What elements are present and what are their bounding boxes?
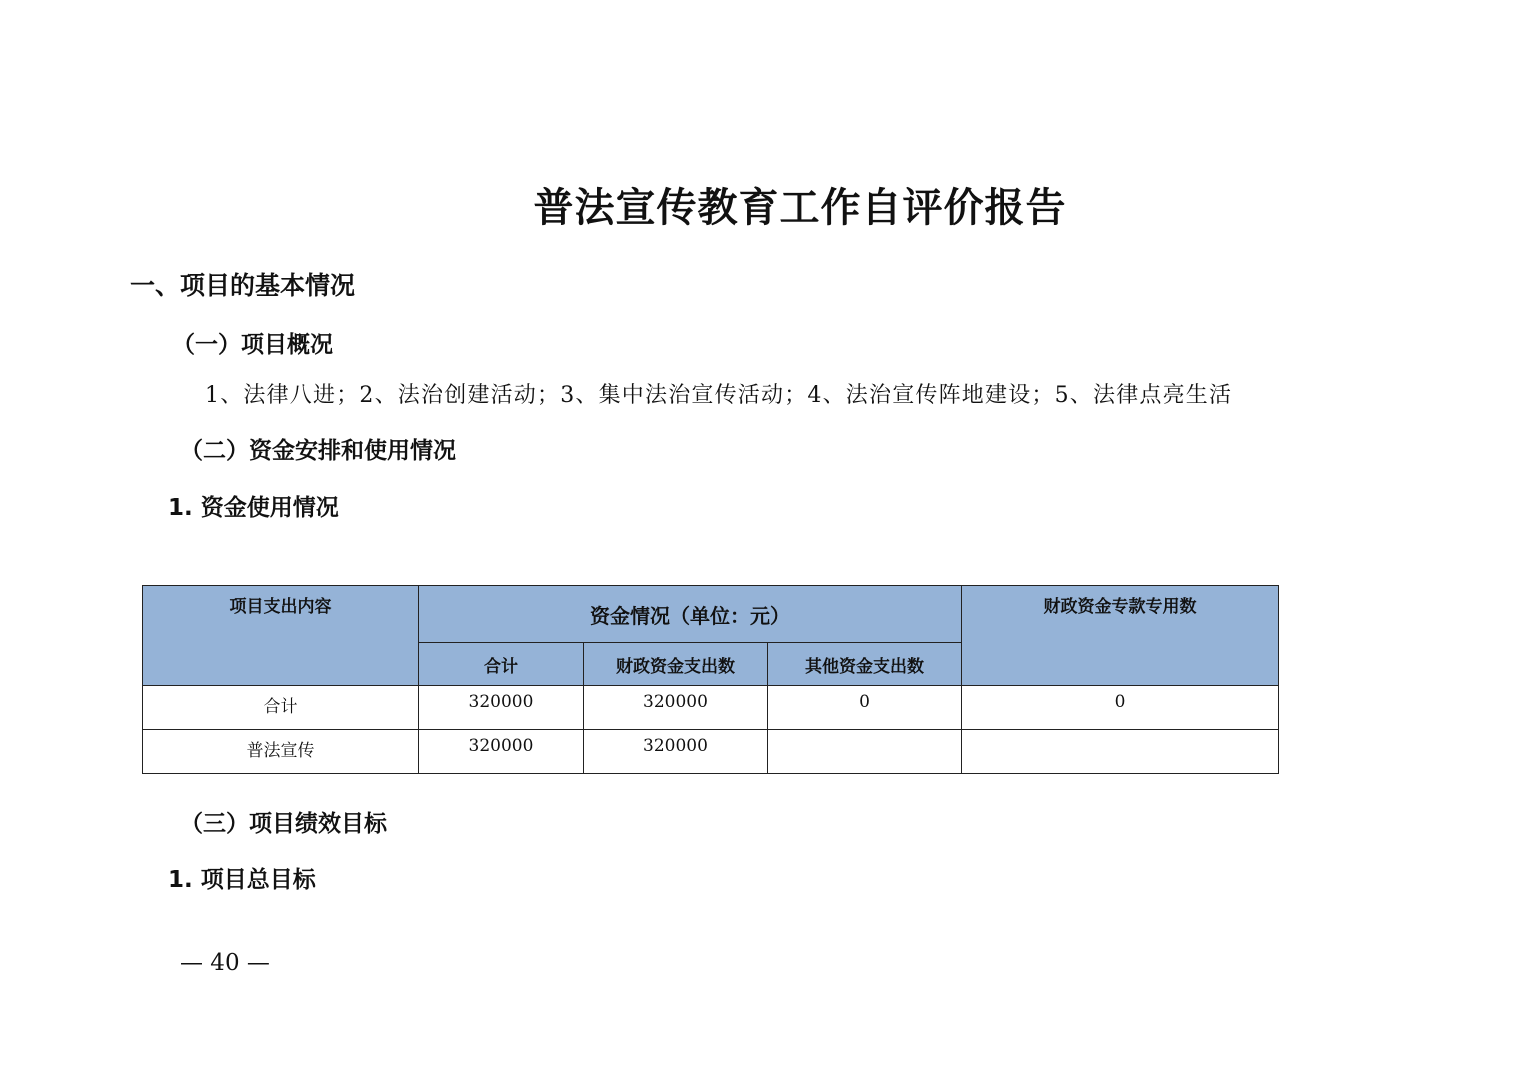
- cell-special: [962, 730, 1279, 774]
- cell-fiscal: 320000: [584, 730, 768, 774]
- item-overall-goal: 1. 项目总目标: [168, 867, 316, 893]
- section-heading-basic-info: 一、项目的基本情况: [130, 271, 356, 300]
- item-funds-usage: 1. 资金使用情况: [168, 495, 339, 521]
- cell-name: 合计: [143, 686, 419, 730]
- subheading-performance: （三）项目绩效目标: [180, 811, 387, 837]
- table-row: [143, 686, 1279, 730]
- subheader-total: 合计: [419, 643, 584, 686]
- page-title: 普法宣传教育工作自评价报告: [533, 184, 1067, 231]
- cell-fiscal: 320000: [584, 686, 768, 730]
- header-content: 项目支出内容: [143, 586, 419, 686]
- overview-paragraph: 1、法律八进；2、法治创建活动；3、集中法治宣传活动；4、法治宣传阵地建设；5、法律点亮生活: [205, 383, 1233, 408]
- cell-other: [768, 730, 962, 774]
- subheading-funds: （二）资金安排和使用情况: [180, 438, 456, 464]
- cell-other: 0: [768, 686, 962, 730]
- subheader-fiscal: 财政资金支出数: [584, 643, 768, 686]
- cell-special: 0: [962, 686, 1279, 730]
- table-row: [143, 730, 1279, 774]
- subheader-other: 其他资金支出数: [768, 643, 962, 686]
- header-funds-group: 资金情况（单位：元）: [419, 586, 962, 643]
- subheading-overview: （一）项目概况: [172, 332, 333, 358]
- funds-table: [142, 585, 1279, 774]
- cell-name: 普法宣传: [143, 730, 419, 774]
- cell-total: 320000: [419, 686, 584, 730]
- header-special: 财政资金专款专用数: [962, 586, 1279, 686]
- page-number: — 40 —: [180, 950, 270, 976]
- cell-total: 320000: [419, 730, 584, 774]
